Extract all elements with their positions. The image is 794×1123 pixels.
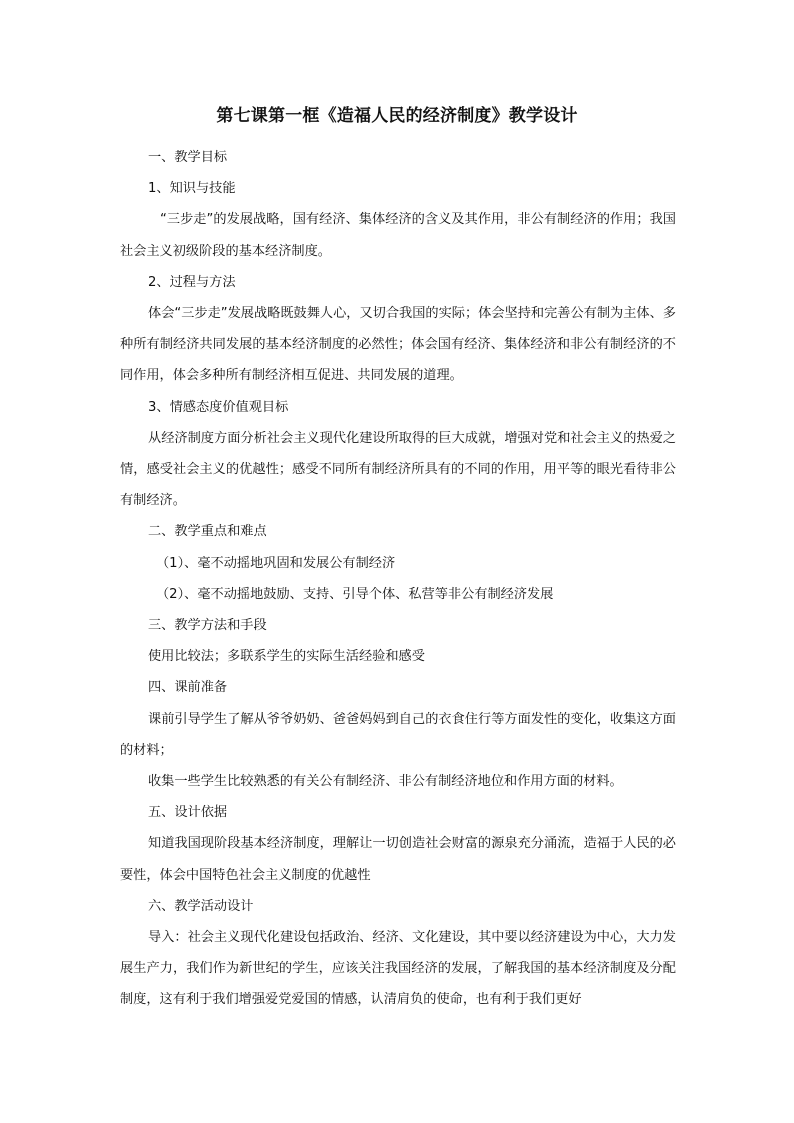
section-heading: 三、教学方法和手段: [148, 618, 267, 634]
document-body: [120, 142, 676, 1016]
section-heading: 四、课前准备: [148, 680, 228, 696]
paragraph: 课前引导学生了解从爷爷奶奶、爸爸妈妈到自己的衣食住行等方面发性的变化，收集这方面的材料；: [120, 711, 676, 758]
section-heading: 3、情感态度价值观目标: [148, 399, 289, 415]
section-heading: 2、过程与方法: [148, 274, 236, 290]
paragraph: 体会“三步走”发展战略既鼓舞人心，又切合我国的实际；体会坚持和完善公有制为主体、多种所有制经济共同发展的基本经济制度的必然性；体会国有经济、集体经济和非公有制经济的不同作用，体会多种所有制经济相互促进、共同发展的道理。: [120, 306, 676, 384]
section-heading: （1）、毫不动摇地巩固和发展公有制经济: [156, 555, 396, 571]
paragraph: 从经济制度方面分析社会主义现代化建设所取得的巨大成就，增强对党和社会主义的热爱之情，感受社会主义的优越性；感受不同所有制经济所具有的不同的作用，用平等的眼光看待非公有制经济。: [120, 430, 676, 509]
section-heading: 一、教学目标: [148, 150, 228, 165]
document-title: 第七课第一框《造福人民的经济制度》教学设计: [216, 106, 578, 126]
section-heading: 五、设计依据: [148, 805, 228, 821]
paragraph: 使用比较法；多联系学生的实际生活经验和感受: [148, 649, 425, 665]
paragraph: 收集一些学生比较熟悉的有关公有制经济、非公有制经济地位和作用方面的材料。: [148, 774, 623, 790]
section-heading: 1、知识与技能: [148, 181, 236, 197]
paragraph: “三步走”的发展战略，国有经济、集体经济的含义及其作用，非公有制经济的作用；我国社会主义初级阶段的基本经济制度。: [120, 212, 676, 259]
section-heading: 二、教学重点和难点: [148, 524, 267, 540]
section-heading: （2）、毫不动摇地鼓励、支持、引导个体、私营等非公有制经济发展: [156, 586, 554, 602]
section-heading: 六、教学活动设计: [148, 898, 254, 914]
paragraph: 导入：社会主义现代化建设包括政治、经济、文化建设，其中要以经济建设为中心，大力发展生产力，我们作为新世纪的学生，应该关注我国经济的发展，了解我国的基本经济制度及分配制度，这有利于我们增强爱党爱国的情感，认清肩负的使命，也有利于我们更好: [120, 930, 676, 1008]
paragraph: 知道我国现阶段基本经济制度，理解让一切创造社会财富的源泉充分涌流，造福于人民的必要性，体会中国特色社会主义制度的优越性: [120, 836, 676, 883]
